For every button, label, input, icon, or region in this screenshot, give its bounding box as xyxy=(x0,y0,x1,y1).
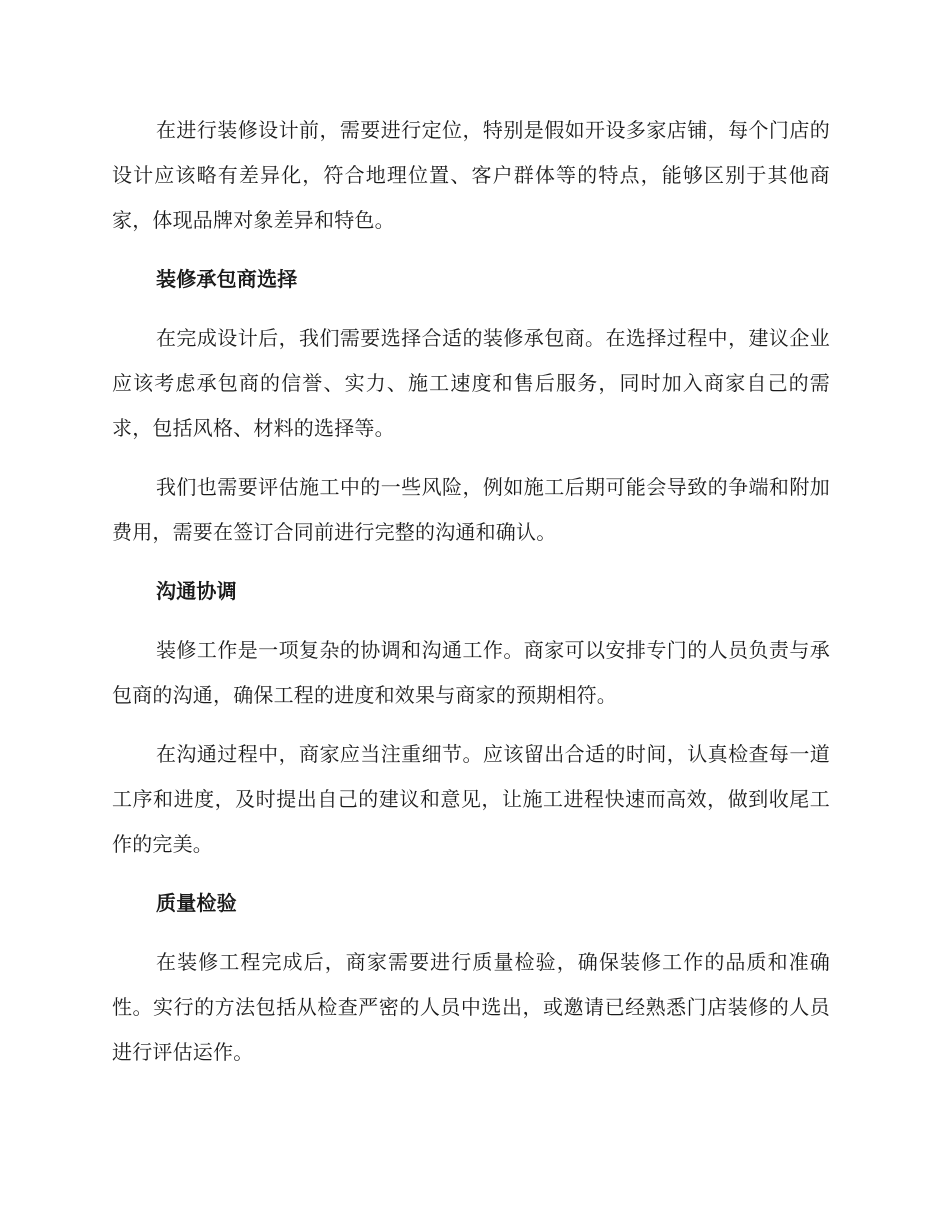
document-page xyxy=(112,108,830,1089)
paragraph-store-positioning: 在进行装修设计前，需要进行定位，特别是假如开设多家店铺，每个门店的设计应该略有差异化，符合地理位置、客户群体等的特点，能够区别于其他商家，体现品牌对象差异和特色。 xyxy=(112,118,830,232)
paragraph-quality-inspection: 在装修工程完成后，商家需要进行质量检验，确保装修工作的品质和准确性。实行的方法包括从检查严密的人员中选出，或邀请已经熟悉门店装修的人员进行评估运作。 xyxy=(112,950,830,1064)
heading-communication: 沟通协调 xyxy=(156,579,237,603)
paragraph-communication-details: 在沟通过程中，商家应当注重细节。应该留出合适的时间，认真检查每一道工序和进度，及时提出自己的建议和意见，让施工进程快速而高效，做到收尾工作的完美。 xyxy=(112,742,830,856)
heading-contractor-selection: 装修承包商选择 xyxy=(156,267,298,291)
paragraph-construction-risks: 我们也需要评估施工中的一些风险，例如施工后期可能会导致的争端和附加费用，需要在签订合同前进行完整的沟通和确认。 xyxy=(112,475,830,544)
heading-quality-inspection: 质量检验 xyxy=(156,891,237,915)
paragraph-contractor-criteria: 在完成设计后，我们需要选择合适的装修承包商。在选择过程中，建议企业应该考虑承包商的信誉、实力、施工速度和售后服务，同时加入商家自己的需求，包括风格、材料的选择等。 xyxy=(112,326,830,440)
paragraph-communication-staff: 装修工作是一项复杂的协调和沟通工作。商家可以安排专门的人员负责与承包商的沟通，确保工程的进度和效果与商家的预期相符。 xyxy=(112,638,830,707)
